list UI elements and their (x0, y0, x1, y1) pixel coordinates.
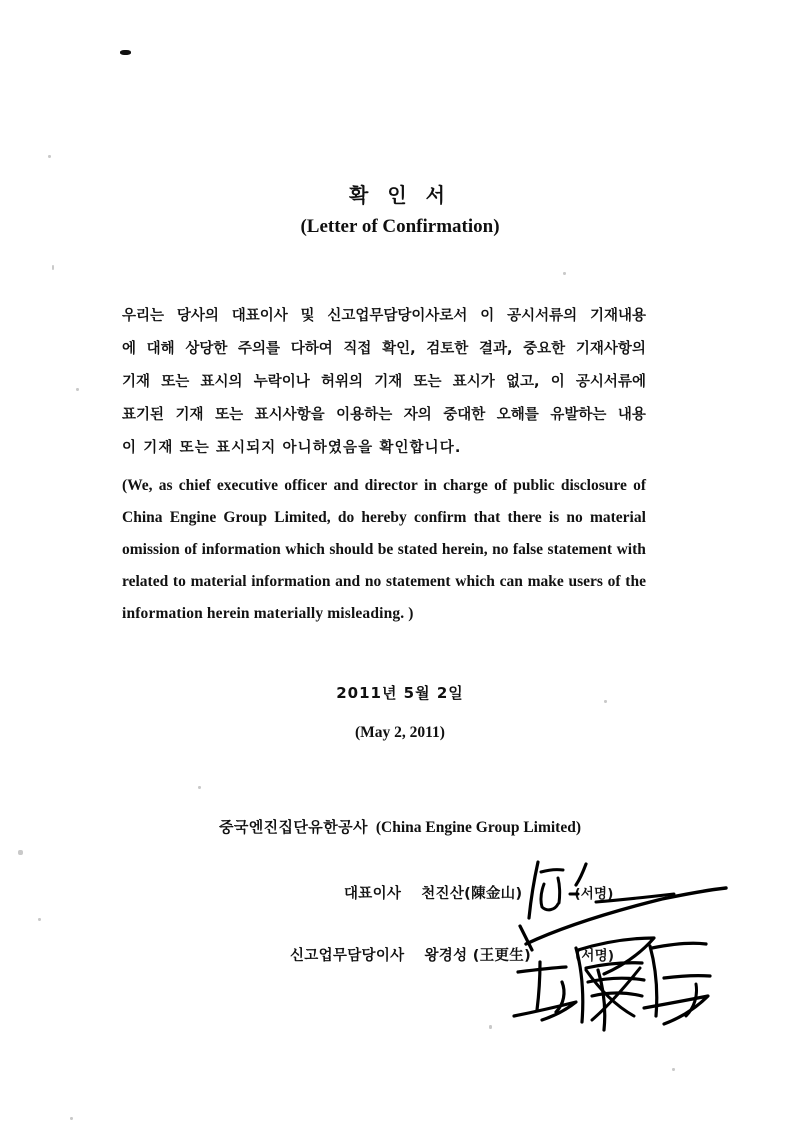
word: stated (397, 541, 438, 558)
korean-line: 이 기재 또는 표시되지 아니하였음을 확인합니다. (122, 440, 462, 456)
word: 또는 (161, 374, 190, 390)
word: related (122, 573, 169, 590)
word: of (184, 541, 198, 558)
word: statement (385, 573, 451, 590)
word: can (499, 573, 523, 590)
word: officer (284, 477, 328, 494)
word: 주의를 (238, 341, 281, 357)
word: 내용 (617, 407, 646, 423)
word: herein, (441, 541, 488, 558)
word: disclosure (560, 477, 627, 494)
company-name (0, 816, 800, 837)
word: is (548, 509, 560, 526)
word: 이용하는 (336, 407, 393, 423)
word: statement (547, 541, 613, 558)
word: executive (216, 477, 278, 494)
word: hereby (361, 509, 407, 526)
word: make (527, 573, 564, 590)
word: material (589, 509, 646, 526)
word: 표기된 (122, 407, 165, 423)
word: 유발하는 (550, 407, 607, 423)
signatory-row-ceo (344, 882, 614, 903)
word: 대해 (146, 341, 175, 357)
title-korean: 확 인 서 (349, 183, 451, 207)
scan-artifact (70, 1117, 73, 1120)
scan-artifact (52, 265, 54, 270)
word: no (364, 573, 382, 590)
korean-line (122, 333, 646, 366)
scan-artifact (120, 50, 131, 55)
word: 신고업무담당이사로서 (327, 308, 468, 324)
word: 표시의 (200, 374, 243, 390)
word: 또는 (413, 374, 442, 390)
word: 허위의 (320, 374, 363, 390)
handwritten-signature-ceo (520, 862, 726, 950)
korean-line (122, 300, 646, 333)
word: which (285, 541, 325, 558)
scan-artifact (489, 1025, 492, 1029)
word: with (616, 541, 646, 558)
word: 공시서류에 (575, 374, 646, 390)
word: information (251, 573, 331, 590)
word: material (190, 573, 247, 590)
word: 없고, (505, 374, 540, 390)
word: 자의 (403, 407, 432, 423)
scan-artifact (48, 155, 51, 158)
word: information (201, 541, 281, 558)
word: 대표이사 (231, 308, 288, 324)
word: 이 (550, 374, 565, 390)
word: 에 (122, 341, 137, 357)
word: Group (223, 509, 268, 526)
word: 기재 (374, 374, 403, 390)
word: 다하여 (290, 341, 333, 357)
word: 중요한 (523, 341, 566, 357)
word: and (335, 573, 361, 590)
signatory-name: 천진산(陳金山) (421, 886, 523, 902)
word: 확인, (382, 341, 416, 357)
title-english: (Letter of Confirmation) (300, 216, 500, 237)
word: as (158, 477, 173, 494)
word: 오해를 (496, 407, 539, 423)
company-name-korean: 중국엔진집단유한공사 (218, 818, 368, 836)
korean-paragraph (122, 300, 646, 465)
handwritten-signatures (500, 850, 740, 1030)
word: (We, (122, 477, 153, 494)
word: no (492, 541, 509, 558)
word: 결과, (478, 341, 513, 357)
word: 표시가 (452, 374, 495, 390)
korean-line (122, 399, 646, 432)
word: 직접 (343, 341, 372, 357)
word: 중대한 (443, 407, 486, 423)
word: 당사의 (176, 308, 219, 324)
word: of (494, 477, 508, 494)
word: China (122, 509, 163, 526)
word: confirm (413, 509, 467, 526)
word: 우리는 (122, 308, 165, 324)
word: false (512, 541, 544, 558)
scan-artifact (76, 388, 79, 391)
word: should (329, 541, 374, 558)
signatory-row-disclosure (290, 944, 614, 965)
scan-artifact (198, 786, 201, 789)
date-korean: 2011년 5월 2일 (336, 684, 464, 702)
signatory-name: 왕경성 (王更生) (424, 948, 531, 964)
word: 표시사항을 (254, 407, 325, 423)
scan-artifact (38, 918, 41, 921)
english-line (122, 566, 646, 598)
signatory-role: 대표이사 (344, 886, 402, 902)
korean-line (122, 366, 646, 399)
scan-artifact (672, 1068, 675, 1071)
word: 기재 (122, 374, 151, 390)
word: the (625, 573, 646, 590)
word: 공시서류의 (507, 308, 578, 324)
word: do (337, 509, 355, 526)
word: there (507, 509, 542, 526)
document-title (0, 182, 800, 239)
word: 상당한 (185, 341, 228, 357)
word: users (568, 573, 603, 590)
scan-artifact (563, 272, 566, 275)
word: of (607, 573, 621, 590)
word: which (455, 573, 495, 590)
word: public (513, 477, 555, 494)
signature-seal-label: (서명) (574, 886, 614, 902)
word: and (333, 477, 359, 494)
word: be (377, 541, 394, 558)
signatory-role: 신고업무담당이사 (290, 948, 405, 964)
word: 및 (300, 308, 315, 324)
english-line (122, 502, 646, 534)
english-paragraph (122, 470, 646, 630)
word: 누락이나 (253, 374, 310, 390)
word: charge (443, 477, 488, 494)
word: 검토한 (426, 341, 469, 357)
date-block (0, 682, 800, 744)
signature-seal-label: (서명) (575, 948, 615, 964)
word: Limited, (274, 509, 331, 526)
word: chief (178, 477, 211, 494)
word: that (473, 509, 501, 526)
word: of (633, 477, 646, 494)
english-line (122, 534, 646, 566)
word: 이 (480, 308, 495, 324)
company-name-english: (China Engine Group Limited) (375, 819, 582, 836)
word: omission (122, 541, 180, 558)
word: Engine (169, 509, 217, 526)
word: director (364, 477, 418, 494)
word: 기재 (175, 407, 204, 423)
scan-artifact (18, 850, 23, 855)
word: 기재사항의 (575, 341, 646, 357)
word: to (172, 573, 186, 590)
word: 기재내용 (589, 308, 646, 324)
word: in (423, 477, 437, 494)
word: 또는 (215, 407, 244, 423)
date-english: (May 2, 2011) (355, 724, 445, 741)
english-line (122, 470, 646, 502)
english-line: information herein materially misleading. ) (122, 605, 414, 622)
word: no (566, 509, 583, 526)
